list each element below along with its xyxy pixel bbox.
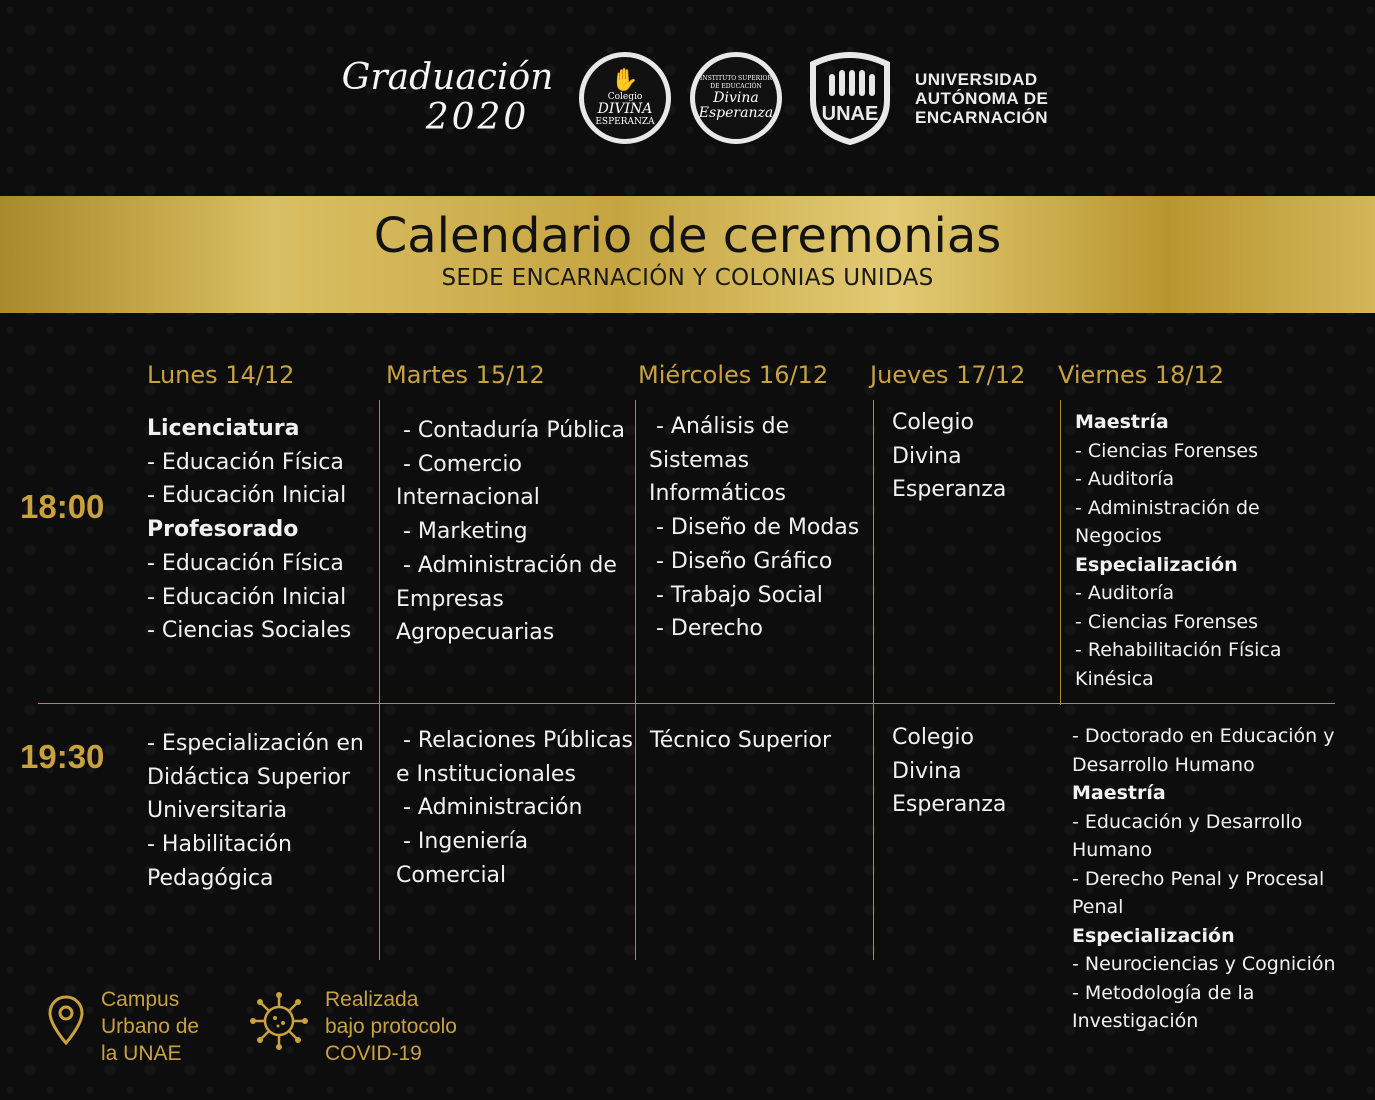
unae-line-1: UNIVERSIDAD: [915, 70, 1038, 89]
program-item: - Administración: [396, 795, 583, 821]
title-banner: [0, 196, 1375, 313]
program-category: Licenciatura: [147, 416, 300, 441]
program-item: Divina: [892, 443, 962, 469]
protocol-line-3: COVID-19: [325, 1042, 422, 1065]
cell-1930-thursday: [892, 721, 1006, 822]
cell-1800-friday: [1075, 408, 1282, 693]
cell-1800-tuesday: [396, 414, 625, 650]
program-category: Maestría: [1072, 782, 1166, 804]
program-item: - Administración de: [1075, 496, 1260, 519]
cell-1800-wednesday: [649, 410, 859, 646]
location-line-1: Campus: [101, 988, 180, 1011]
program-item: Colegio: [892, 725, 975, 750]
program-item: Colegio: [892, 410, 975, 435]
map-pin-icon: [48, 995, 84, 1045]
program-item: Kinésica: [1075, 667, 1154, 690]
logo1-divina: DIVINA: [597, 100, 653, 117]
cell-1930-tuesday: [396, 724, 633, 893]
program-item: - Derecho: [649, 616, 764, 642]
page-subtitle: SEDE ENCARNACIÓN Y COLONIAS UNIDAS: [441, 265, 934, 291]
program-item: - Derecho Penal y Procesal: [1072, 867, 1325, 890]
program-item: - Especialización en: [147, 731, 364, 756]
program-item: - Relaciones Públicas: [396, 728, 634, 753]
protocol-line-2: bajo protocolo: [325, 1015, 457, 1038]
program-item: Sistemas: [649, 447, 750, 473]
location-line-3: la UNAE: [101, 1042, 182, 1065]
program-item: - Auditoría: [1075, 468, 1175, 490]
protocol-line-1: Realizada: [325, 988, 419, 1011]
day-header-wednesday: Miércoles 16/12: [638, 361, 829, 389]
program-item: Comercial: [396, 862, 507, 888]
graduation-word: Graduación: [341, 57, 554, 98]
program-item: - Análisis de: [649, 414, 790, 439]
column-divider: [379, 400, 380, 960]
day-header-monday: Lunes 14/12: [147, 361, 295, 389]
program-category: Especialización: [1072, 924, 1235, 947]
time-1930: 19:30: [20, 738, 105, 775]
program-item: - Ciencias Forenses: [1075, 439, 1258, 462]
program-item: Investigación: [1072, 1010, 1199, 1032]
cell-1930-wednesday: [650, 724, 831, 758]
logo2-ring-text: INSTITUTO SUPERIOR DE EDUCACIÓN: [700, 75, 772, 90]
unae-shield-text: UNAE: [821, 103, 879, 125]
program-item: Desarrollo Humano: [1072, 753, 1255, 776]
day-header-tuesday: Martes 15/12: [386, 361, 545, 389]
handprint-icon: ✋: [611, 67, 639, 93]
program-item: - Administración de: [396, 552, 617, 578]
program-item: Divina: [892, 758, 962, 784]
unae-name: [915, 70, 1048, 127]
program-item: Pedagógica: [147, 865, 274, 891]
program-category: Maestría: [1075, 411, 1169, 433]
program-item: - Habilitación: [147, 832, 292, 858]
colegio-divina-esperanza-logo: [579, 52, 671, 144]
program-item: Internacional: [396, 485, 540, 511]
column-divider: [635, 400, 636, 960]
time-1800: 18:00: [20, 488, 105, 525]
program-item: Agropecuarias: [396, 620, 555, 646]
program-item: - Comercio: [396, 451, 522, 477]
program-item: Negocios: [1075, 525, 1162, 547]
row-divider: [38, 703, 1335, 704]
logo1-small-text: Colegio: [607, 91, 643, 102]
program-item: - Ingeniería: [396, 829, 529, 855]
program-item: - Educación y Desarrollo: [1072, 810, 1303, 833]
program-item: e Institucionales: [396, 761, 576, 787]
unae-shield-logo: [805, 50, 895, 145]
graduation-year: 2020: [425, 97, 530, 138]
program-item: - Rehabilitación Física: [1075, 639, 1282, 661]
program-item: - Trabajo Social: [649, 582, 823, 608]
program-item: - Educación Física: [147, 449, 344, 475]
program-item: Humano: [1072, 839, 1153, 861]
program-item: Esperanza: [892, 792, 1007, 818]
program-item: - Educación Inicial: [147, 584, 347, 610]
program-item: - Doctorado en Educación y: [1072, 725, 1335, 747]
program-item: - Contaduría Pública: [396, 418, 625, 443]
program-item: Técnico Superior: [650, 728, 832, 753]
day-header-friday: Viernes 18/12: [1058, 361, 1225, 389]
column-divider: [1060, 400, 1061, 705]
location-text: [101, 986, 199, 1067]
program-category: Especialización: [1075, 553, 1238, 576]
unae-line-2: AUTÓNOMA DE: [915, 89, 1049, 108]
virus-icon: [248, 990, 310, 1052]
cell-1930-friday: [1072, 722, 1336, 1036]
program-item: Didáctica Superior: [147, 764, 350, 790]
program-item: - Diseño Gráfico: [649, 548, 833, 574]
page-title: Calendario de ceremonias: [373, 208, 1002, 264]
program-item: - Ciencias Sociales: [147, 618, 352, 644]
column-divider: [873, 400, 874, 960]
program-item: Empresas: [396, 586, 504, 612]
logo2-esperanza: Esperanza: [698, 105, 774, 121]
program-category: Profesorado: [147, 517, 299, 543]
program-item: Universitaria: [147, 798, 288, 824]
day-header-thursday: Jueves 17/12: [870, 361, 1026, 389]
program-item: Informáticos: [649, 481, 786, 507]
program-item: Esperanza: [892, 477, 1007, 503]
program-item: - Metodología de la: [1072, 981, 1255, 1004]
header-logos: [0, 40, 1375, 160]
unae-line-3: ENCARNACIÓN: [915, 108, 1048, 127]
logo2-divina: Divina: [713, 90, 759, 106]
location-line-2: Urbano de: [101, 1015, 200, 1038]
program-item: - Auditoría: [1075, 582, 1175, 604]
program-item: - Diseño de Modas: [649, 515, 860, 541]
instituto-divina-esperanza-logo: [690, 52, 782, 144]
program-item: - Educación Inicial: [147, 483, 347, 509]
logo1-esperanza: ESPERANZA: [595, 116, 655, 127]
cell-1800-monday: [147, 412, 351, 648]
program-item: Penal: [1072, 896, 1124, 918]
cell-1800-thursday: [892, 406, 1006, 507]
protocol-text: [325, 986, 457, 1067]
program-item: - Educación Física: [147, 550, 344, 576]
program-item: - Ciencias Forenses: [1075, 610, 1258, 633]
program-item: - Marketing: [396, 519, 528, 545]
graduation-2020-title: [330, 58, 565, 168]
cell-1930-monday: [147, 727, 364, 896]
program-item: - Neurociencias y Cognición: [1072, 953, 1336, 975]
